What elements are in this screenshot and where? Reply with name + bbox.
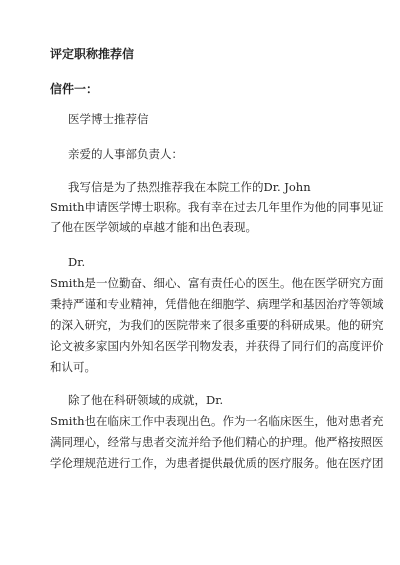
paragraph-1-line-1: 我写信是为了热烈推荐我在本院工作的Dr. John [68, 180, 311, 194]
paragraph-1-line-2: Smith申请医学博士职称。我有幸在过去几年里作为他的同事见证 [50, 200, 384, 214]
paragraph-3-lead: 除了他在科研领域的成就，Dr. [68, 393, 224, 407]
paragraph-2-line-5: 和认可。 [50, 360, 96, 374]
paragraph-3-line-2: 满同理心，经常与患者交流并给予他们精心的护理。他严格按照医 [50, 435, 384, 449]
letter-label: 信件一： [50, 82, 99, 96]
paragraph-3-line-1: Smith也在临床工作中表现出色。作为一名临床医生，他对患者充 [50, 414, 384, 428]
paragraph-2-line-3: 的深入研究，为我们的医院带来了很多重要的科研成果。他的研究 [50, 318, 384, 332]
paragraph-2-line-4: 论文被多家国内外知名医学刊物发表，并获得了同行们的高度评价 [50, 339, 384, 353]
paragraph-2-line-1: Smith是一位勤奋、细心、富有责任心的医生。他在医学研究方面 [50, 276, 384, 290]
document-heading: 评定职称推荐信 [50, 47, 135, 61]
paragraph-1-line-3: 了他在医学领域的卓越才能和出色表现。 [50, 220, 257, 234]
paragraph-3-line-3: 学伦理规范进行工作，为患者提供最优质的医疗服务。他在医疗团 [50, 456, 384, 470]
letter-salutation: 亲爱的人事部负责人： [68, 147, 183, 161]
paragraph-2-line-2: 秉持严谨和专业精神，凭借他在细胞学、病理学和基因治疗等领域 [50, 297, 384, 311]
paragraph-2-name: Dr. [68, 255, 86, 269]
letter-subject: 医学博士推荐信 [68, 112, 149, 126]
